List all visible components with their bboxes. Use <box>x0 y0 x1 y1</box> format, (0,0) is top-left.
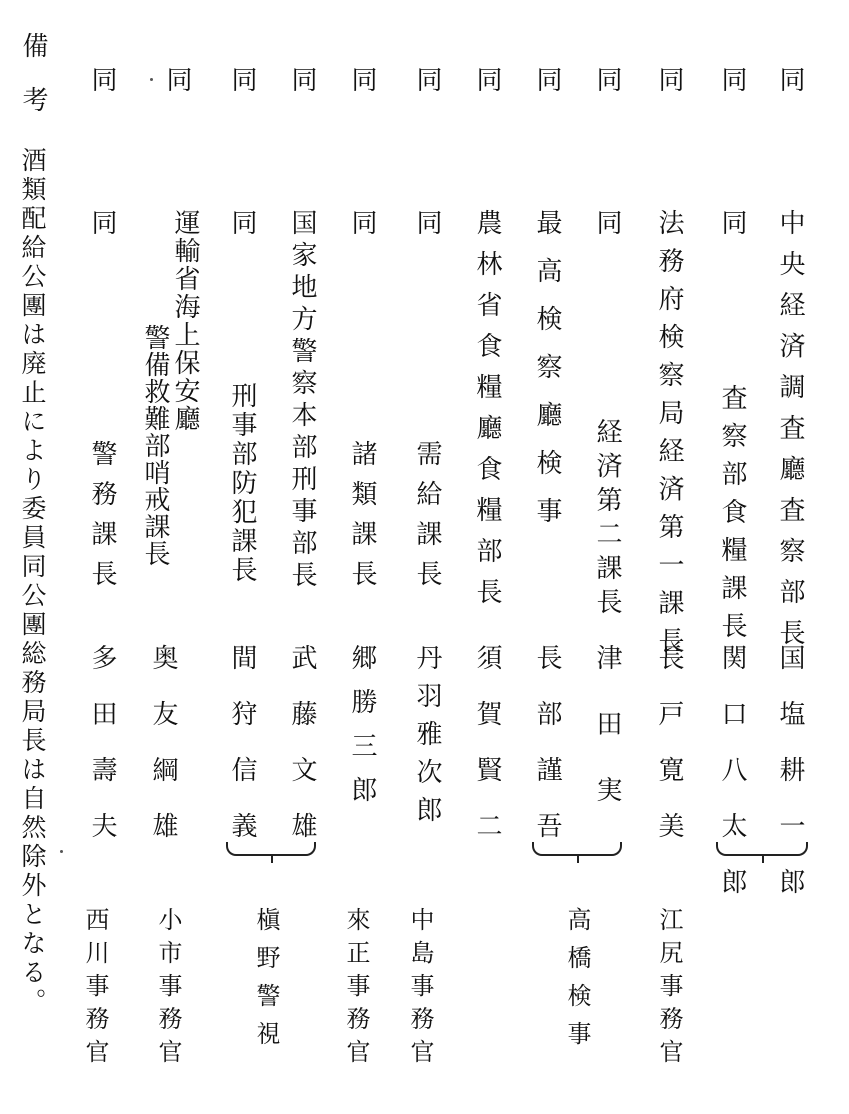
org-8: 国家地方警察本部刑事部長 <box>287 209 317 593</box>
name-10: 奥友綱雄 <box>148 644 178 868</box>
name-6: 丹羽雅次郎 <box>412 644 442 834</box>
org-5: 農林省食糧廳食糧部長 <box>472 209 502 619</box>
scan-speck <box>150 78 153 81</box>
same-mark-0: 同 <box>775 66 805 92</box>
name-0: 国塩耕一郎 <box>775 644 805 924</box>
org2-10: 警備救難部哨戒課長 <box>140 324 170 567</box>
remarks-label: 備考 <box>18 32 48 140</box>
org-7: 同 <box>347 209 377 235</box>
same-mark-11: 同 <box>87 66 117 92</box>
alt-10: 小市事務官 <box>154 907 182 1072</box>
same-mark-9: 同 <box>227 66 257 92</box>
same-mark-2: 同 <box>654 66 684 92</box>
alt-11: 西川事務官 <box>81 907 109 1072</box>
same-mark-10: 同 <box>162 66 192 92</box>
brace-rows-8-9 <box>226 842 316 856</box>
org-9: 同 <box>227 209 257 235</box>
org-11: 同 <box>87 209 117 235</box>
title-6: 需給課長 <box>412 440 442 600</box>
alt-9: 槇野警視 <box>252 907 280 1059</box>
alt-6: 中島事務官 <box>406 907 434 1072</box>
name-8: 武藤文雄 <box>287 644 317 868</box>
same-mark-7: 同 <box>347 66 377 92</box>
org-4: 最高検察廳検事 <box>532 209 562 545</box>
brace-rows-0-1 <box>716 842 808 856</box>
name-3: 津田実 <box>592 644 622 842</box>
same-mark-1: 同 <box>717 66 747 92</box>
org-0: 中央経済調査廳査察部長 <box>775 209 805 660</box>
scan-speck <box>60 850 63 853</box>
title-1: 査察部食糧課長 <box>717 384 747 650</box>
same-mark-5: 同 <box>472 66 502 92</box>
same-mark-3: 同 <box>592 66 622 92</box>
org-1: 同 <box>717 209 747 235</box>
title-11: 警務課長 <box>87 440 117 600</box>
org-3: 同 <box>592 209 622 235</box>
same-mark-8: 同 <box>287 66 317 92</box>
alt-4: 高橋検事 <box>563 907 591 1059</box>
same-mark-4: 同 <box>532 66 562 92</box>
name-7: 郷勝三郎 <box>347 644 377 820</box>
same-mark-6: 同 <box>412 66 442 92</box>
alt-7: 來正事務官 <box>342 907 370 1072</box>
name-11: 多田壽夫 <box>87 644 117 868</box>
name-9: 間狩信義 <box>227 644 257 868</box>
title-7: 諸類課長 <box>347 440 377 600</box>
remarks-text: 酒類配給公團は廃止により委員同公團総務局長は自然除外となる。 <box>18 147 47 1017</box>
org-6: 同 <box>412 209 442 235</box>
org-10: 運輸省海上保安廳 <box>170 209 200 433</box>
name-1: 関口八太郎 <box>717 644 747 924</box>
name-2: 長戸寛美 <box>654 644 684 868</box>
org-2: 法務府検察局経済第一課長 <box>654 209 684 665</box>
title-9: 刑事部防犯課長 <box>227 382 257 585</box>
brace-rows-3-4 <box>532 842 622 856</box>
name-4: 長部謹吾 <box>532 644 562 868</box>
name-5: 須賀賢二 <box>472 644 502 868</box>
alt-2: 江尻事務官 <box>655 907 683 1072</box>
title-3: 経済第二課長 <box>592 418 622 622</box>
